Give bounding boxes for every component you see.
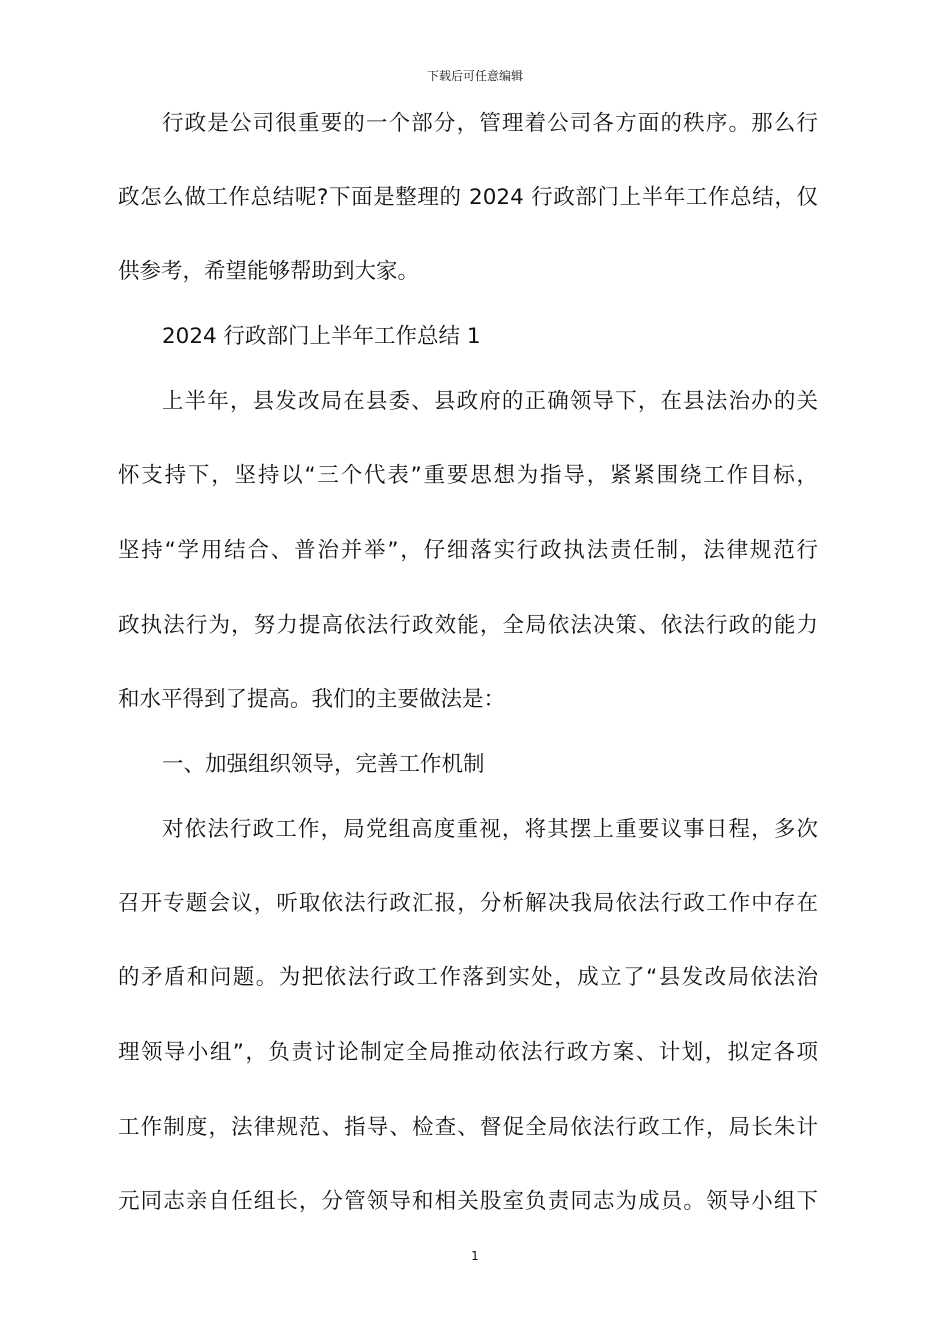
body-line-13: 的矛盾和问题。为把依法行政工作落到实处，成立了“县发改局依法治	[118, 965, 818, 990]
body-line-9: 和水平得到了提高。我们的主要做法是：	[118, 687, 506, 712]
body-line-6: 怀支持下，坚持以“三个代表”重要思想为指导，紧紧围绕工作目标，	[118, 463, 818, 488]
body-line-15: 工作制度，法律规范、指导、检查、督促全局依法行政工作，局长朱计	[118, 1115, 818, 1140]
body-line-14: 理领导小组”，负责讨论制定全局推动依法行政方案、计划，拟定各项	[118, 1040, 818, 1065]
body-line-5: 上半年，县发改局在县委、县政府的正确领导下，在县法治办的关	[162, 389, 818, 414]
subheading: 一、加强组织领导，完善工作机制	[162, 752, 485, 777]
section-title: 2024 行政部门上半年工作总结 1	[162, 324, 481, 349]
body-line-16: 元同志亲自任组长，分管领导和相关股室负责同志为成员。领导小组下	[118, 1189, 818, 1214]
body-line-12: 召开专题会议，听取依法行政汇报，分析解决我局依法行政工作中存在	[118, 891, 818, 916]
body-line-3: 供参考，希望能够帮助到大家。	[118, 259, 420, 284]
page-number: 1	[471, 1249, 479, 1263]
body-line-1: 行政是公司很重要的一个部分，管理着公司各方面的秩序。那么行	[162, 111, 818, 136]
body-line-2: 政怎么做工作总结呢?下面是整理的 2024 行政部门上半年工作总结，仅	[118, 185, 818, 210]
page-header: 下载后可任意编辑	[426, 69, 523, 83]
body-line-7: 坚持“学用结合、普治并举”，仔细落实行政执法责任制，法律规范行	[118, 538, 818, 563]
body-line-8: 政执法行为，努力提高依法行政效能，全局依法决策、依法行政的能力	[118, 613, 818, 638]
body-line-11: 对依法行政工作，局党组高度重视，将其摆上重要议事日程，多次	[162, 817, 818, 842]
